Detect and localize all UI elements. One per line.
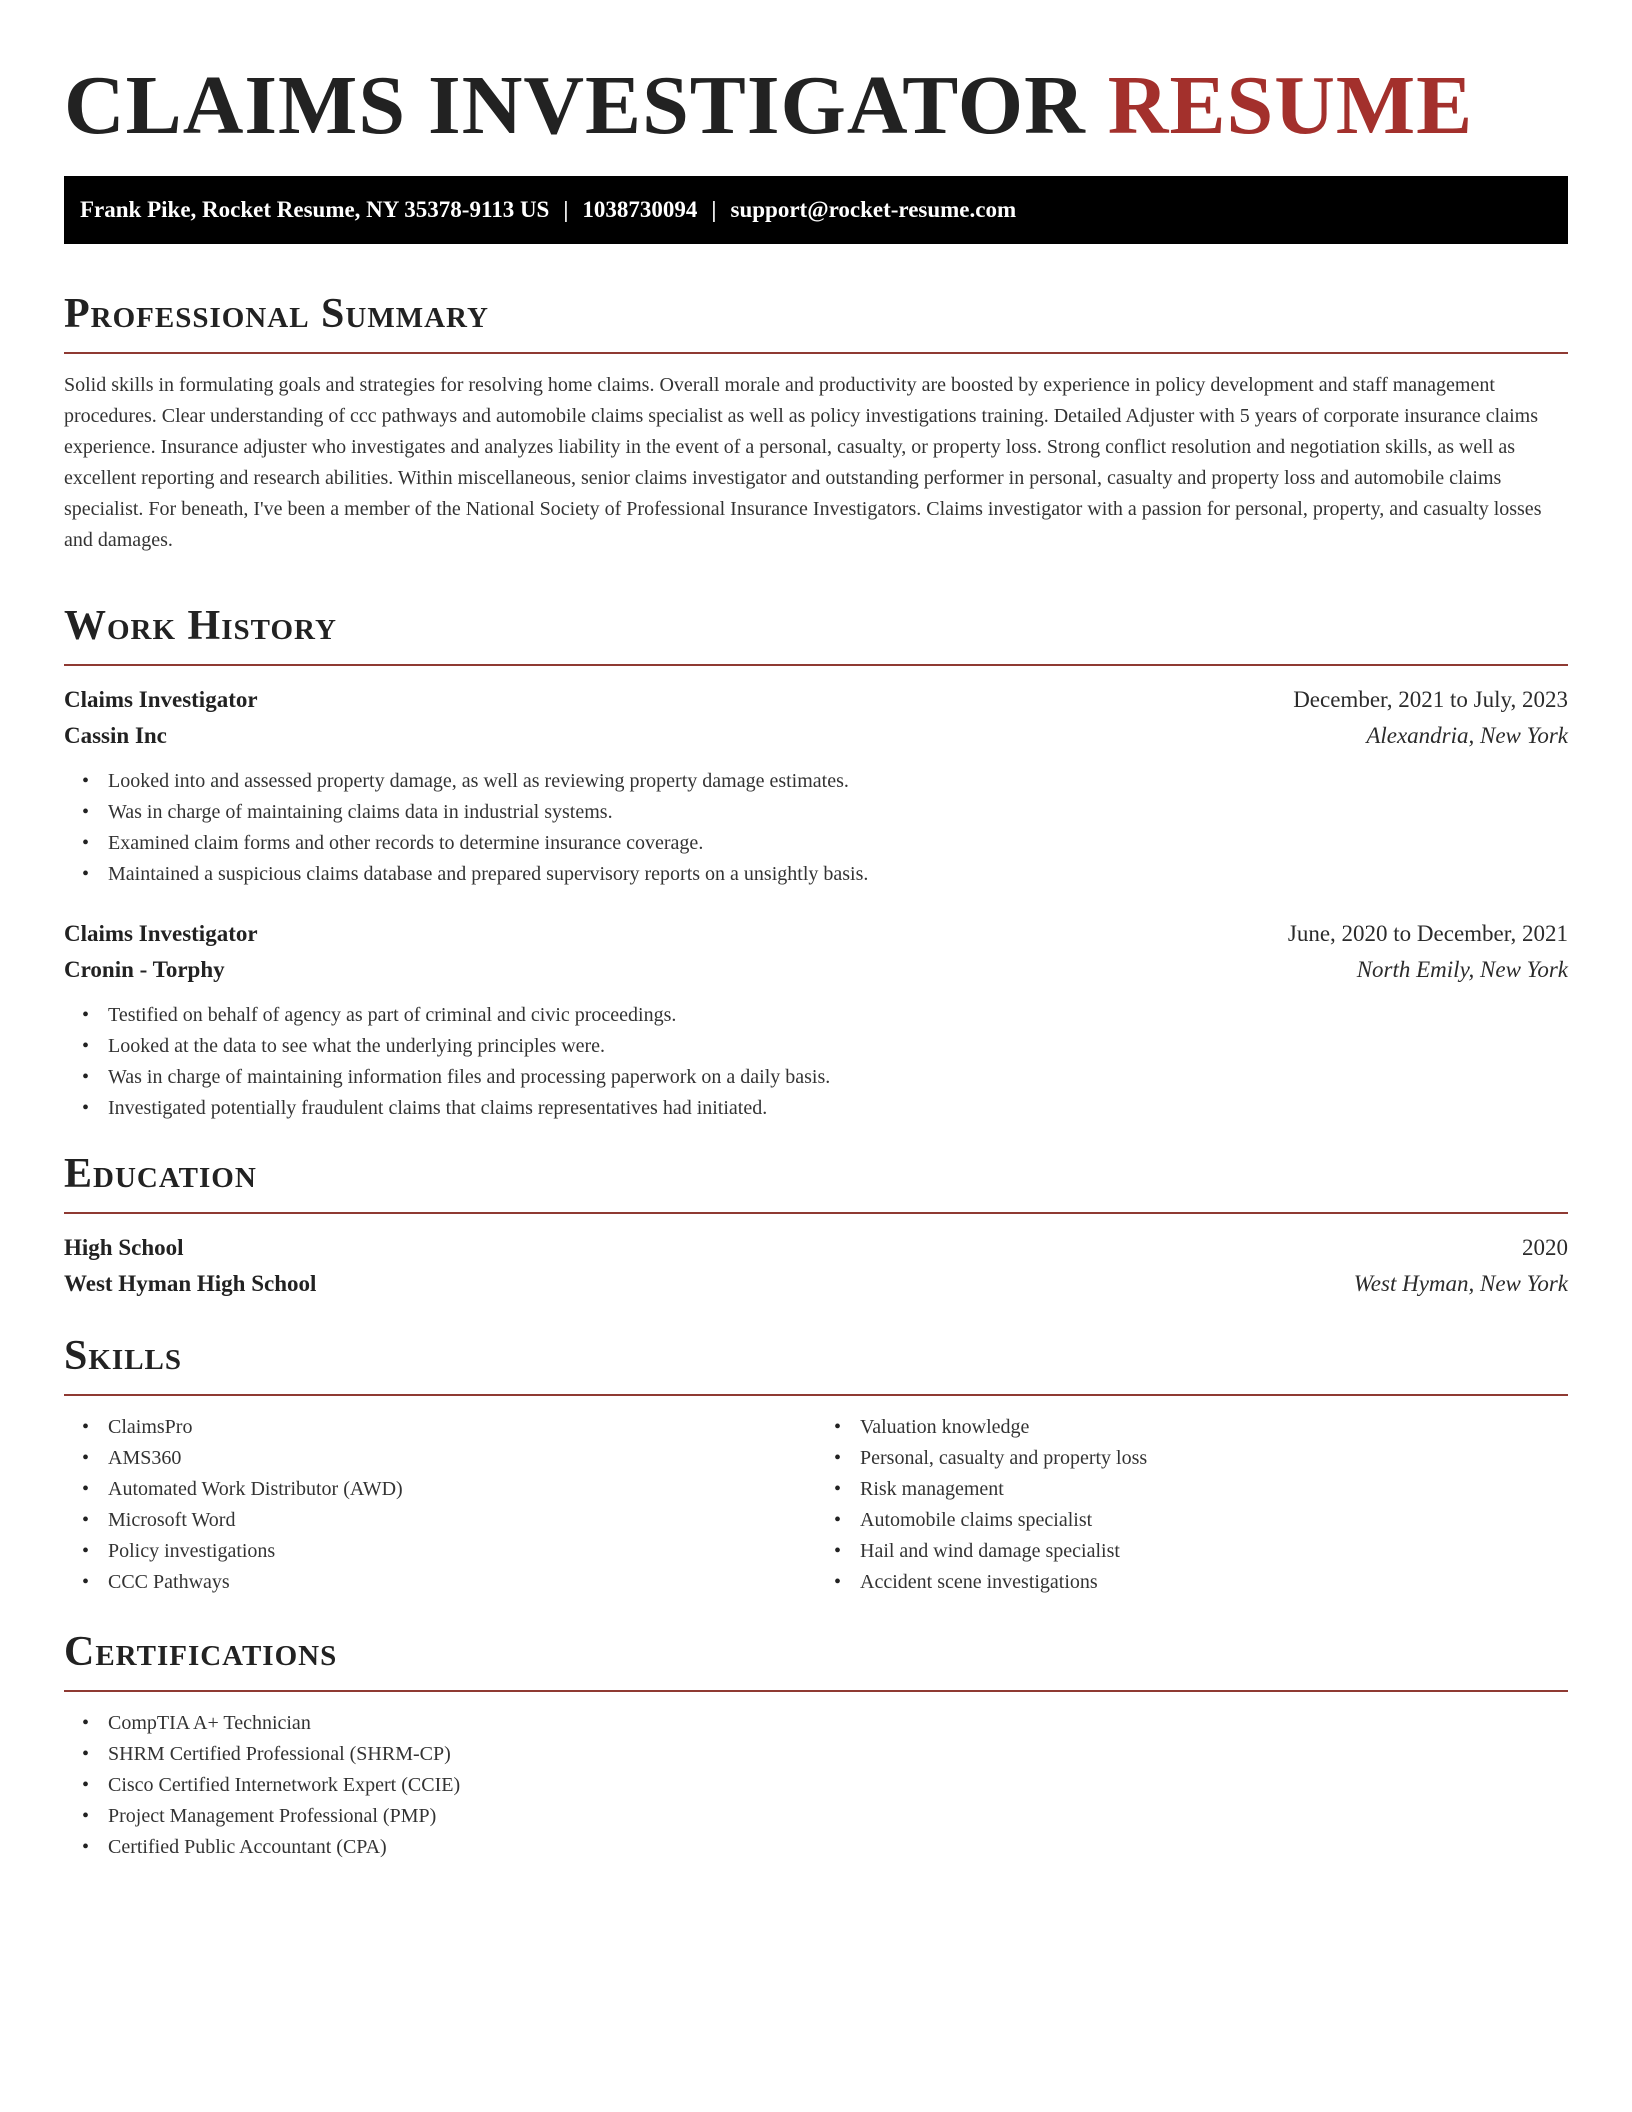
education-year: 2020 — [1522, 1235, 1568, 1260]
job-title: Claims Investigator — [64, 687, 258, 712]
job-entry — [64, 682, 1568, 890]
section-divider — [64, 1394, 1568, 1396]
job-company: Cassin Inc — [64, 723, 167, 748]
list-item: • Policy investigations — [108, 1536, 816, 1567]
list-item: • Looked into and assessed property damage, as well as reviewing property damage estimates. — [108, 766, 1568, 797]
contact-bar — [64, 176, 1568, 244]
list-item: • Personal, casualty and property loss — [860, 1443, 1568, 1474]
education-entry — [64, 1230, 1568, 1302]
job-header-row — [64, 916, 1568, 952]
section-divider — [64, 1212, 1568, 1214]
list-item: • Automobile claims specialist — [860, 1505, 1568, 1536]
list-item: • CCC Pathways — [108, 1567, 816, 1598]
section-divider — [64, 352, 1568, 354]
job-dates: December, 2021 to July, 2023 — [1293, 687, 1568, 712]
job-title: Claims Investigator — [64, 921, 258, 946]
list-item: • Risk management — [860, 1474, 1568, 1505]
education-heading: Education — [64, 1151, 257, 1197]
job-location: Alexandria, New York — [1366, 723, 1568, 748]
job-duties-list — [64, 1000, 1568, 1124]
list-item: • Was in charge of maintaining information files and processing paperwork on a daily basis. — [108, 1062, 1568, 1093]
contact-address: Frank Pike, Rocket Resume, NY 35378-9113 US — [80, 197, 550, 222]
list-item: • Investigated potentially fraudulent claims that claims representatives had initiated. — [108, 1093, 1568, 1124]
education-degree: High School — [64, 1235, 184, 1260]
job-dates: June, 2020 to December, 2021 — [1287, 921, 1568, 946]
job-duties-list — [64, 766, 1568, 890]
list-item: • Examined claim forms and other records to determine insurance coverage. — [108, 828, 1568, 859]
certifications-list — [64, 1708, 1568, 1863]
contact-separator: | — [563, 197, 569, 222]
resume-title — [64, 0, 1568, 156]
certifications-section — [64, 1628, 1568, 1863]
education-school: West Hyman High School — [64, 1271, 317, 1296]
work-history-heading: Work History — [64, 603, 337, 649]
skills-heading: Skills — [64, 1333, 183, 1379]
contact-separator: | — [711, 197, 717, 222]
education-header-row — [64, 1230, 1568, 1266]
list-item: • Automated Work Distributor (AWD) — [108, 1474, 816, 1505]
title-main: CLAIMS INVESTIGATOR — [64, 59, 1086, 152]
contact-phone: 1038730094 — [582, 197, 698, 222]
job-entry — [64, 916, 1568, 1124]
list-item: • Certified Public Accountant (CPA) — [108, 1832, 1568, 1863]
summary-heading: Professional Summary — [64, 291, 489, 337]
work-history-section — [64, 602, 1568, 1124]
list-item: • CompTIA A+ Technician — [108, 1708, 1568, 1739]
list-item: • Project Management Professional (PMP) — [108, 1801, 1568, 1832]
list-item: • Maintained a suspicious claims database and prepared supervisory reports on a unsightly basis. — [108, 859, 1568, 890]
skills-grid — [64, 1412, 1568, 1598]
contact-email: support@rocket-resume.com — [730, 197, 1017, 222]
section-divider — [64, 1690, 1568, 1692]
summary-text: Solid skills in formulating goals and strategies for resolving home claims. Overall morale and productivity are boosted by experience in policy development and staff management procedures. Clear understanding of ccc pathways and automobile claims specialist as well as policy investigations training. Detailed Adjuster with 5 years of corporate insurance claims experience. Insurance adjuster who investigates and analyzes liability in the event of a personal, casualty, or property loss. Strong conflict resolution and negotiation skills, as well as excellent reporting and research abilities. Within miscellaneous, senior claims investigator and outstanding performer in personal, casualty and property loss and automobile claims specialist. For beneath, I've been a member of the National Society of Professional Insurance Investigators. Claims investigator with a passion for personal, property, and casualty losses and damages. — [64, 374, 1542, 551]
job-company-row — [64, 718, 1568, 754]
skills-list-right — [816, 1412, 1568, 1598]
job-header-row — [64, 682, 1568, 718]
job-location: North Emily, New York — [1356, 957, 1568, 982]
list-item: • Valuation knowledge — [860, 1412, 1568, 1443]
list-item: • SHRM Certified Professional (SHRM-CP) — [108, 1739, 1568, 1770]
list-item: • Microsoft Word — [108, 1505, 816, 1536]
list-item: • Cisco Certified Internetwork Expert (CCIE) — [108, 1770, 1568, 1801]
list-item: • AMS360 — [108, 1443, 816, 1474]
skills-section — [64, 1332, 1568, 1598]
skills-list-left — [64, 1412, 816, 1598]
list-item: • ClaimsPro — [108, 1412, 816, 1443]
list-item: • Hail and wind damage specialist — [860, 1536, 1568, 1567]
job-company-row — [64, 952, 1568, 988]
title-accent: RESUME — [1107, 59, 1474, 152]
job-company: Cronin - Torphy — [64, 957, 225, 982]
education-section — [64, 1150, 1568, 1302]
education-location: West Hyman, New York — [1353, 1271, 1568, 1296]
summary-section — [64, 290, 1568, 556]
certifications-heading: Certifications — [64, 1629, 338, 1675]
list-item: • Accident scene investigations — [860, 1567, 1568, 1598]
list-item: • Was in charge of maintaining claims data in industrial systems. — [108, 797, 1568, 828]
list-item: • Looked at the data to see what the underlying principles were. — [108, 1031, 1568, 1062]
list-item: • Testified on behalf of agency as part of criminal and civic proceedings. — [108, 1000, 1568, 1031]
education-school-row — [64, 1266, 1568, 1302]
section-divider — [64, 664, 1568, 666]
